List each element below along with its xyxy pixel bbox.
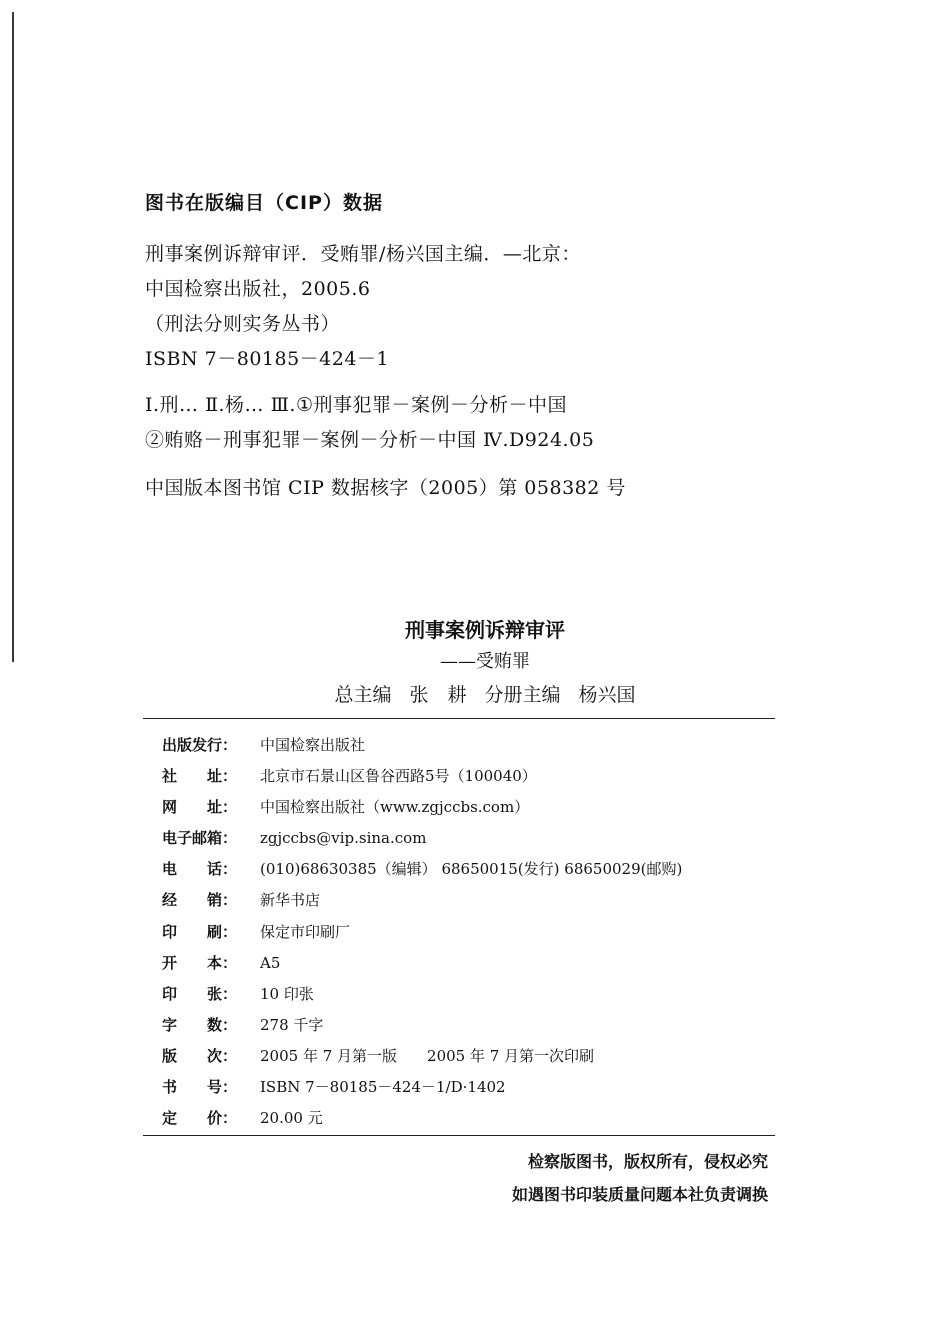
- detail-label: 印 张：: [162, 984, 238, 1003]
- cip-line-title: 刑事案例诉辩审评．受贿罪/杨兴国主编．—北京：: [145, 243, 581, 265]
- detail-row-printer: [162, 917, 782, 948]
- detail-row-website: [162, 792, 782, 823]
- detail-label: 印 刷：: [162, 922, 238, 941]
- cip-line-series: （刑法分则实务丛书）: [145, 313, 341, 335]
- chief-editor-name: 张 耕: [409, 684, 467, 706]
- book-editors: [20, 677, 950, 713]
- copyright-footer: [512, 1145, 768, 1211]
- detail-value: 10 印张: [260, 984, 314, 1003]
- book-title: 刑事案例诉辩审评: [405, 618, 565, 642]
- detail-label: 社 址：: [162, 767, 238, 786]
- detail-row-address: [162, 761, 782, 792]
- detail-label: 定 价：: [162, 1109, 238, 1128]
- detail-row-word-count: [162, 1010, 782, 1041]
- detail-row-edition: [162, 1041, 782, 1072]
- detail-label: 字 数：: [162, 1015, 238, 1034]
- divider-top: [143, 718, 775, 719]
- book-subtitle: ——受贿罪: [440, 651, 530, 672]
- divider-bottom: [143, 1135, 775, 1136]
- detail-row-distributor: [162, 885, 782, 916]
- detail-row-phone: [162, 854, 782, 885]
- detail-label: 书 号：: [162, 1078, 238, 1097]
- detail-value: 中国检察出版社: [260, 736, 366, 754]
- detail-value: A5: [260, 953, 281, 972]
- detail-label: 出版发行：: [162, 736, 238, 754]
- scan-edge-line: [12, 12, 14, 662]
- detail-row-email: [162, 823, 782, 854]
- publication-details: [162, 730, 782, 1134]
- book-title-block: [0, 613, 950, 713]
- cip-heading: 图书在版编目（CIP）数据: [145, 192, 383, 214]
- volume-editor-label: 分册主编: [484, 684, 561, 706]
- detail-value: zgjccbs@vip.sina.com: [260, 829, 427, 848]
- detail-value: 新华书店: [260, 891, 321, 910]
- cip-line-classification-2: ②贿赂－刑事犯罪－案例－分析－中国 Ⅳ.D924.05: [145, 429, 595, 451]
- detail-label: 开 本：: [162, 953, 238, 972]
- quality-notice: 如遇图书印装质量问题本社负责调换: [511, 1185, 768, 1204]
- detail-row-price: [162, 1103, 782, 1134]
- detail-row-sheets: [162, 979, 782, 1010]
- cip-line-classification-1: Ⅰ.刑… Ⅱ.杨… Ⅲ.①刑事犯罪－案例－分析－中国: [145, 394, 567, 416]
- detail-value: 20.00 元: [260, 1109, 323, 1128]
- detail-value: 2005 年 7 月第一版 2005 年 7 月第一次印刷: [260, 1046, 595, 1065]
- detail-value: (010)68630385（编辑） 68650015(发行) 68650029(邮购): [260, 860, 683, 879]
- detail-value: ISBN 7－80185－424－1/D·1402: [260, 1078, 506, 1097]
- detail-label: 电 话：: [162, 860, 238, 879]
- detail-value: 中国检察出版社（www.zgjccbs.com）: [260, 798, 530, 817]
- cip-line-publisher: 中国检察出版社，2005.6: [145, 278, 371, 300]
- detail-row-book-number: [162, 1072, 782, 1103]
- detail-label: 网 址：: [162, 798, 238, 817]
- cip-data-block: [145, 188, 845, 506]
- detail-value: 278 千字: [260, 1015, 324, 1034]
- volume-editor-name: 杨兴国: [578, 684, 636, 706]
- cip-line-record-number: 中国版本图书馆 CIP 数据核字（2005）第 058382 号: [145, 477, 626, 499]
- copyright-notice: 检察版图书，版权所有，侵权必究: [527, 1152, 768, 1171]
- detail-value: 北京市石景山区鲁谷西路5号（100040）: [260, 767, 537, 786]
- chief-editor-label: 总主编: [334, 684, 392, 706]
- detail-label: 版 次：: [162, 1046, 238, 1065]
- detail-value: 保定市印刷厂: [260, 922, 351, 941]
- detail-row-publisher: [162, 730, 782, 761]
- detail-label: 经 销：: [162, 891, 238, 910]
- detail-label: 电子邮箱：: [162, 829, 238, 848]
- detail-row-format: [162, 948, 782, 979]
- cip-line-isbn: ISBN 7－80185－424－1: [145, 348, 390, 370]
